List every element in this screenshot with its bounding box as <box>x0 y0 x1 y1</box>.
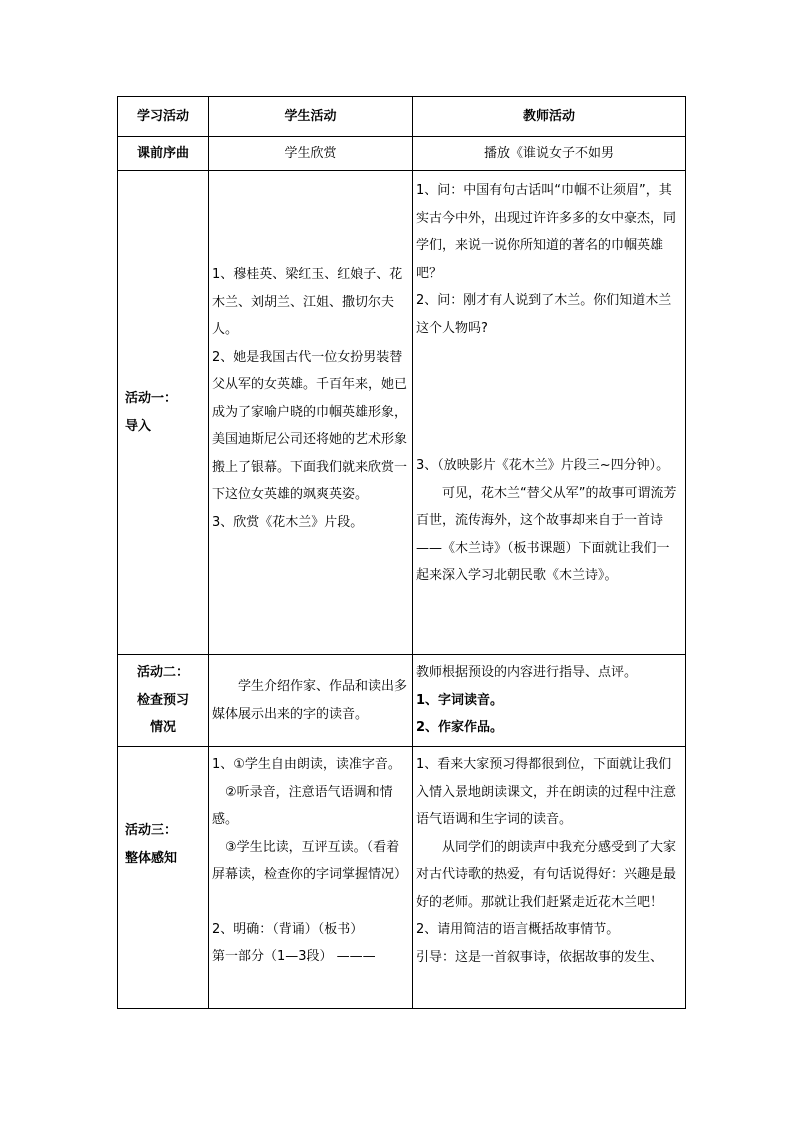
activity3-label-line2: 整体感知 <box>125 850 178 866</box>
activity2-row <box>118 655 686 747</box>
activity3-label-line1: 活动三： <box>125 823 178 838</box>
prelude-student: 学生欣赏 <box>209 137 413 171</box>
activity1-teacher-item4: 可见，花木兰“替父从军”的故事可谓流芳百世，流传海外，这个故事却来自于一首诗——《木兰诗》（板书课题）下面就让我们一起来深入学习北朝民歌《木兰诗》。 <box>416 485 677 583</box>
activity3-label <box>118 747 209 1009</box>
activity1-teacher-item3: 3、（放映影片《花木兰》片段三~四分钟）。 <box>416 458 670 473</box>
activity1-student-item2: 2、她是我国古代一位女扮男装替父从军的女英雄。千百年来，她已成为了家喻户晓的巾帼英雄形象，美国迪斯尼公司还将她的艺术形象搬上了银幕。下面我们就来欣赏一下这位女英雄的飒爽英姿。 <box>212 349 408 502</box>
activity2-label-line1: 活动二： <box>136 665 189 681</box>
activity1-student-item3: 3、欣赏《花木兰》片段。 <box>212 514 364 530</box>
activity2-student <box>209 655 413 747</box>
activity3-student-item1: 1、①学生自由朗读，读准字音。 <box>212 757 401 772</box>
activity2-student-text: 学生介绍作家、作品和读出多媒体展示出来的字的读音。 <box>212 679 408 722</box>
activity1-label-line2: 导入 <box>125 418 152 434</box>
activity2-teacher-item1: 教师根据预设的内容进行指导、点评。 <box>416 665 638 681</box>
activity2-label <box>118 655 209 747</box>
activity3-student-item5: 第一部分（1—3段） ——— <box>212 949 376 964</box>
prelude-teacher: 播放《谁说女子不如男 <box>413 137 686 171</box>
lesson-plan-table <box>117 96 686 1009</box>
activity3-teacher-item4: 引导：这是一首叙事诗，依据故事的发生、 <box>416 949 664 965</box>
header-row <box>118 97 686 137</box>
activity3-teacher <box>413 747 686 1009</box>
activity3-student-item4: 2、明确：（背诵）（板书） <box>212 921 364 937</box>
activity3-student <box>209 747 413 1009</box>
prelude-row <box>118 137 686 171</box>
activity2-label-line3: 情况 <box>149 720 176 736</box>
activity1-teacher <box>413 171 686 655</box>
activity2-label-line2: 检查预习 <box>136 692 189 708</box>
activity2-teacher-item2: 1、字词读音。 <box>416 692 504 708</box>
activity3-student-item2: ②听录音，注意语气语调和情感。 <box>212 784 393 827</box>
activity1-student <box>209 171 413 655</box>
header-teacher-activity: 教师活动 <box>413 97 686 137</box>
activity3-row <box>118 747 686 1009</box>
activity1-row <box>118 171 686 655</box>
activity3-student-item3: ③学生比读，互评互读。（看着屏幕读，检查你的字词掌握情况） <box>212 839 408 882</box>
activity3-teacher-item3: 2、请用简洁的语言概括故事情节。 <box>416 922 620 937</box>
header-learning-activity: 学习活动 <box>118 97 209 137</box>
activity1-student-item1: 1、穆桂英、梁红玉、红娘子、花木兰、刘胡兰、江姐、撒切尔夫人。 <box>212 267 403 337</box>
activity1-teacher-item2: 2、问：刚才有人说到了木兰。你们知道木兰这个人物吗? <box>416 293 672 336</box>
activity1-label <box>118 171 209 655</box>
header-student-activity: 学生活动 <box>209 97 413 137</box>
activity2-teacher-item3: 2、作家作品。 <box>416 720 504 736</box>
activity2-teacher <box>413 655 686 747</box>
activity3-teacher-item1: 1、看来大家预习得都很到位，下面就让我们入情入景地朗读课文，并在朗读的过程中注意语气语调和生字词的读音。 <box>416 757 677 827</box>
activity3-teacher-item2: 从同学们的朗读声中我充分感受到了大家对古代诗歌的热爱，有句话说得好：兴趣是最好的老师。那就让我们赶紧走近花木兰吧！ <box>416 839 677 910</box>
activity1-label-line1: 活动一： <box>125 391 178 406</box>
prelude-label: 课前序曲 <box>118 137 209 171</box>
activity1-teacher-item1: 1、问：中国有句古话叫“巾帼不让须眉”，其实古今中外，出现过许许多多的女中豪杰，同学们，来说一说你所知道的著名的巾帼英雄吧？ <box>416 183 677 281</box>
